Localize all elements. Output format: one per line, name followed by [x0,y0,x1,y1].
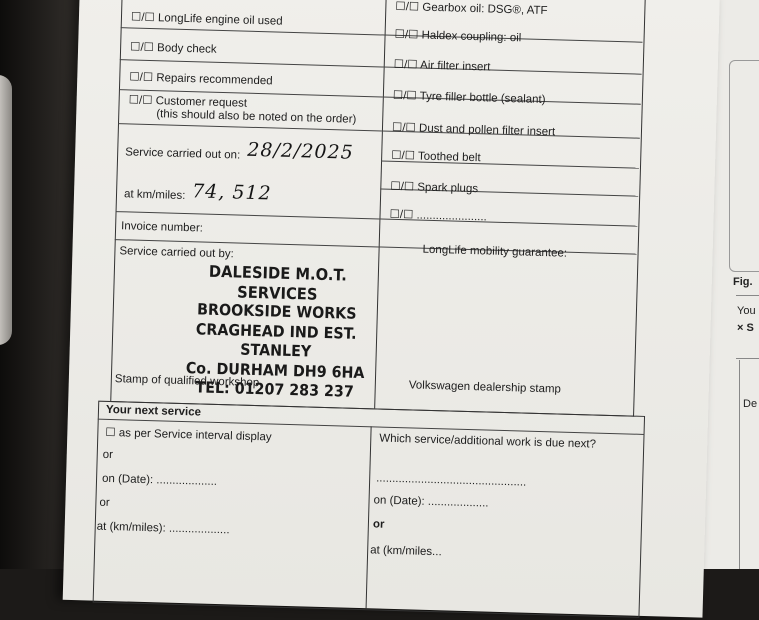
workshop-stamp [154,260,398,403]
next-work-question: Which service/additional work is due next? [379,432,597,451]
mobility-guarantee-label: LongLife mobility guarantee: [422,243,568,260]
carried-out-by-label: Service carried out by: [119,245,234,261]
invoice-number-label: Invoice number: [120,220,204,235]
mileage-handwritten: 74, 512 [191,180,272,205]
spark-plugs-label: ☐/☐ Spark plugs [390,180,479,196]
stamp-line: BROOKSIDE WORKS [196,300,357,323]
table-edge [739,360,740,569]
metal-bar [0,75,12,345]
repairs-label: ☐/☐ Repairs recommended [129,71,273,88]
stamp-line: Co. DURHAM DH9 6HA [185,358,365,382]
or-text: or [102,448,114,462]
mileage-label: at km/miles: [123,188,186,203]
interval-display-option: ☐ as per Service interval display [105,426,272,444]
divider [736,358,759,359]
stamp-line: CRAGHEAD IND EST. [195,319,357,343]
oil-checkbox-label: ☐/☐ LongLife engine oil used [130,11,283,28]
gearbox-oil-label: ☐/☐ Gearbox oil: DSG®, ATF [395,0,548,18]
pollen-filter-label: ☐/☐ Dust and pollen filter insert [391,121,556,139]
next-km-right: at (km/miles... [370,544,442,559]
tyre-filler-label: ☐/☐ Tyre filler bottle (sealant) [392,89,546,107]
you-text: You [737,305,756,317]
toothed-belt-label: ☐/☐ Toothed belt [391,149,481,165]
service-date-label: Service carried out on: [125,146,241,162]
service-date-handwritten: 28/2/2025 [247,138,355,164]
workshop-stamp-label: Stamp of qualified workshop [114,373,260,390]
next-km-field: at (km/miles): ................... [96,520,230,537]
blank-item-label: ☐/☐ ...................... [389,208,488,224]
de-text: De [743,398,758,410]
or-text: or [99,496,110,510]
customer-request-label: ☐/☐ Customer request [128,94,248,110]
figure-frame [729,60,759,272]
service-record-page [63,0,720,618]
fig-label: Fig. [733,276,753,288]
stamp-line: TEL: 01207 283 237 [195,378,355,401]
divider [736,295,759,296]
body-check-label: ☐/☐ Body check [129,41,217,56]
stamp-line: STANLEY [239,340,312,361]
x-s-text: × S [737,322,754,334]
air-filter-label: ☐/☐ Air filter insert [393,58,491,74]
dealership-stamp-label: Volkswagen dealership stamp [408,379,562,396]
customer-request-note: (this should also be noted on the order) [156,108,357,126]
next-work-line: ............................................... [376,472,527,489]
haldex-label: ☐/☐ Haldex coupling: oil [394,28,522,45]
stamp-line: DALESIDE M.O.T. SERVICES [208,261,348,304]
next-service-title: Your next service [105,403,202,419]
next-date-field: on (Date): ................... [101,472,218,489]
or-text-right: or [372,518,385,531]
next-date-right: on (Date): ................... [373,494,489,510]
